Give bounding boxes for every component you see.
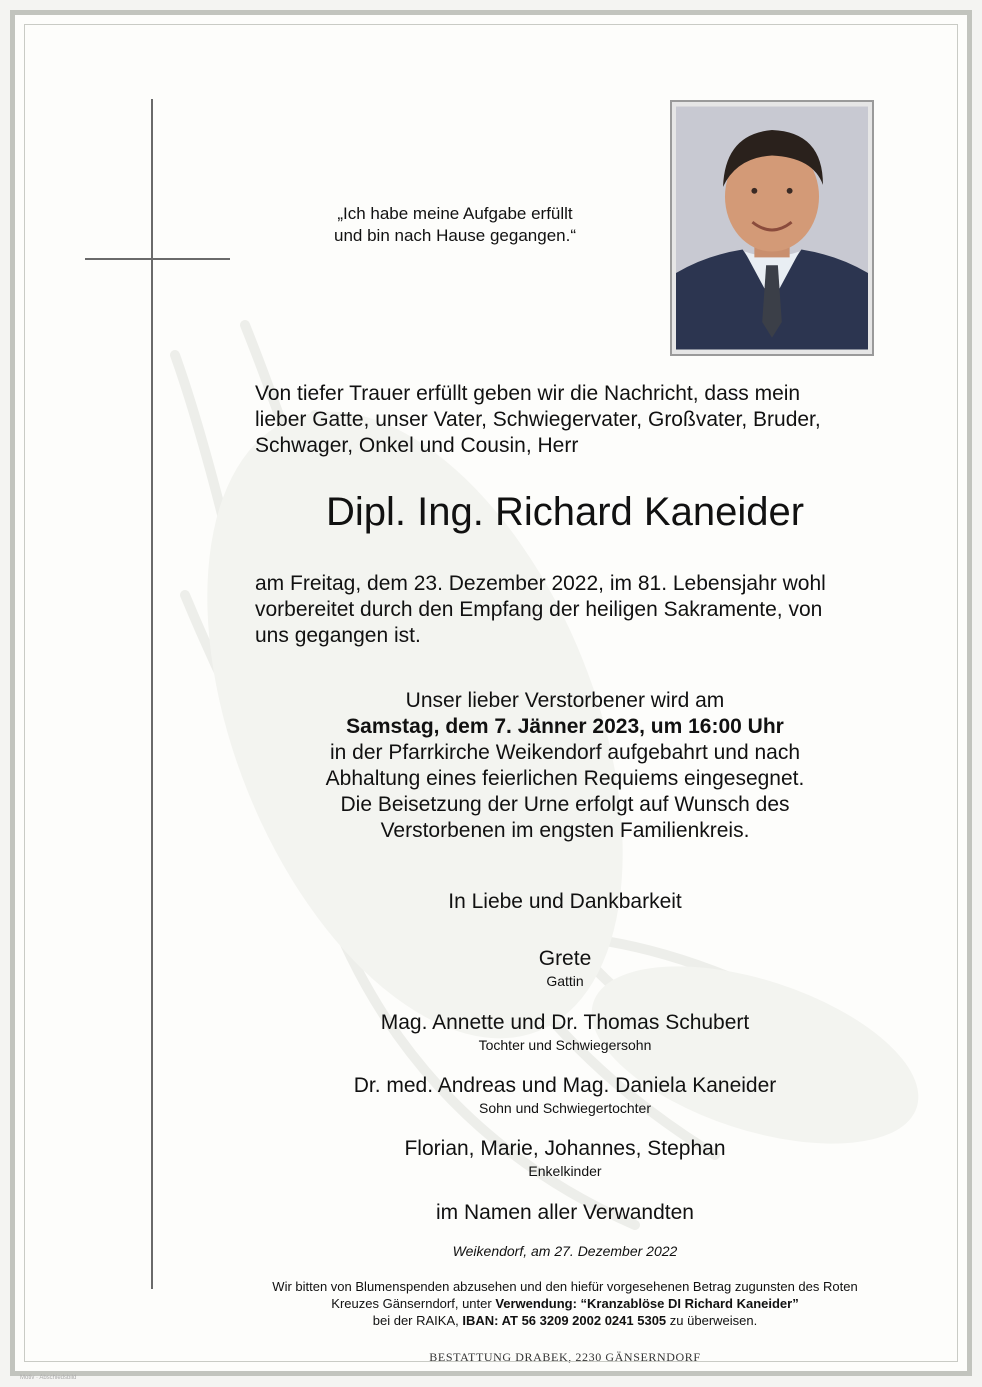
quote-line: „Ich habe meine Aufgabe erfüllt	[337, 204, 573, 223]
donation-note	[205, 1278, 925, 1329]
quote-line: und bin nach Hause gegangen.“	[334, 226, 576, 245]
passing-line: uns gegangen ist.	[255, 624, 421, 647]
mourner-relation: Enkelkinder	[528, 1163, 602, 1179]
mourner-entry	[265, 1073, 865, 1117]
tiny-print: Motiv · Abschiedsbild	[20, 1375, 77, 1381]
passing-line: am Freitag, dem 23. Dezember 2022, im 81. Lebensjahr wohl	[255, 572, 826, 595]
mourner-names: Florian, Marie, Johannes, Stephan	[404, 1137, 726, 1160]
passing-line: vorbereitet durch den Empfang der heiligen Sakramente, von	[255, 598, 823, 621]
mourner-relation: Tochter und Schwiegersohn	[478, 1037, 652, 1053]
relatives-line: im Namen aller Verwandten	[436, 1201, 694, 1224]
iban: IBAN: AT 56 3209 2002 0241 5305	[462, 1313, 667, 1328]
passing-text	[255, 571, 895, 649]
ceremony-line: Abhaltung eines feierlichen Requiems eingesegnet.	[325, 767, 805, 790]
mourner-names: Grete	[538, 947, 592, 970]
deceased-name: Dipl. Ing. Richard Kaneider	[325, 490, 805, 534]
cross-vertical-bar	[151, 99, 153, 1289]
donation-text: Kreuzes Gänserndorf, unter	[331, 1296, 496, 1311]
obituary-card	[10, 10, 972, 1376]
announcement-intro	[255, 381, 895, 459]
ceremony-line: Verstorbenen im engsten Familienkreis.	[380, 819, 750, 842]
funeral-home: BESTATTUNG DRABEK, 2230 GÄNSERNDORF	[429, 1350, 701, 1364]
donation-line	[205, 1312, 925, 1329]
intro-line: lieber Gatte, unser Vater, Schwiegervater, Großvater, Bruder,	[255, 408, 821, 431]
memorial-quote	[275, 203, 635, 247]
ceremony-date: Samstag, dem 7. Jänner 2023, um 16:00 Uhr	[346, 715, 784, 738]
place-and-date: Weikendorf, am 27. Dezember 2022	[452, 1243, 678, 1259]
portrait-photo	[670, 100, 874, 356]
cross-horizontal-bar	[85, 258, 230, 260]
ceremony-line: in der Pfarrkirche Weikendorf aufgebahrt und nach	[329, 741, 801, 764]
intro-line: Schwager, Onkel und Cousin, Herr	[255, 434, 579, 457]
ceremony-line: Unser lieber Verstorbener wird am	[405, 689, 725, 712]
ceremony-details	[255, 688, 875, 844]
donation-text: zu überweisen.	[666, 1313, 758, 1328]
mourner-relation: Gattin	[546, 973, 584, 989]
mourner-entry	[265, 946, 865, 990]
mourner-relation: Sohn und Schwiegertochter	[479, 1100, 651, 1116]
praying-hands-watermark	[115, 295, 935, 1275]
portrait-image	[676, 106, 868, 350]
donation-text: bei der RAIKA,	[372, 1313, 463, 1328]
ceremony-line: Die Beisetzung der Urne erfolgt auf Wunsch des	[340, 793, 790, 816]
intro-line: Von tiefer Trauer erfüllt geben wir die Nachricht, dass mein	[255, 382, 801, 405]
donation-line	[205, 1295, 925, 1312]
mourner-entry	[265, 1010, 865, 1054]
closing-phrase: In Liebe und Dankbarkeit	[448, 890, 682, 913]
donation-purpose: Verwendung: “Kranzablöse DI Richard Kaneider”	[495, 1296, 799, 1311]
mourner-names: Dr. med. Andreas und Mag. Daniela Kaneider	[353, 1074, 777, 1097]
mourner-entry	[265, 1136, 865, 1180]
donation-line: Wir bitten von Blumenspenden abzusehen und den hiefür vorgesehenen Betrag zugunsten des Roten	[272, 1279, 858, 1294]
mourner-names: Mag. Annette und Dr. Thomas Schubert	[380, 1011, 750, 1034]
